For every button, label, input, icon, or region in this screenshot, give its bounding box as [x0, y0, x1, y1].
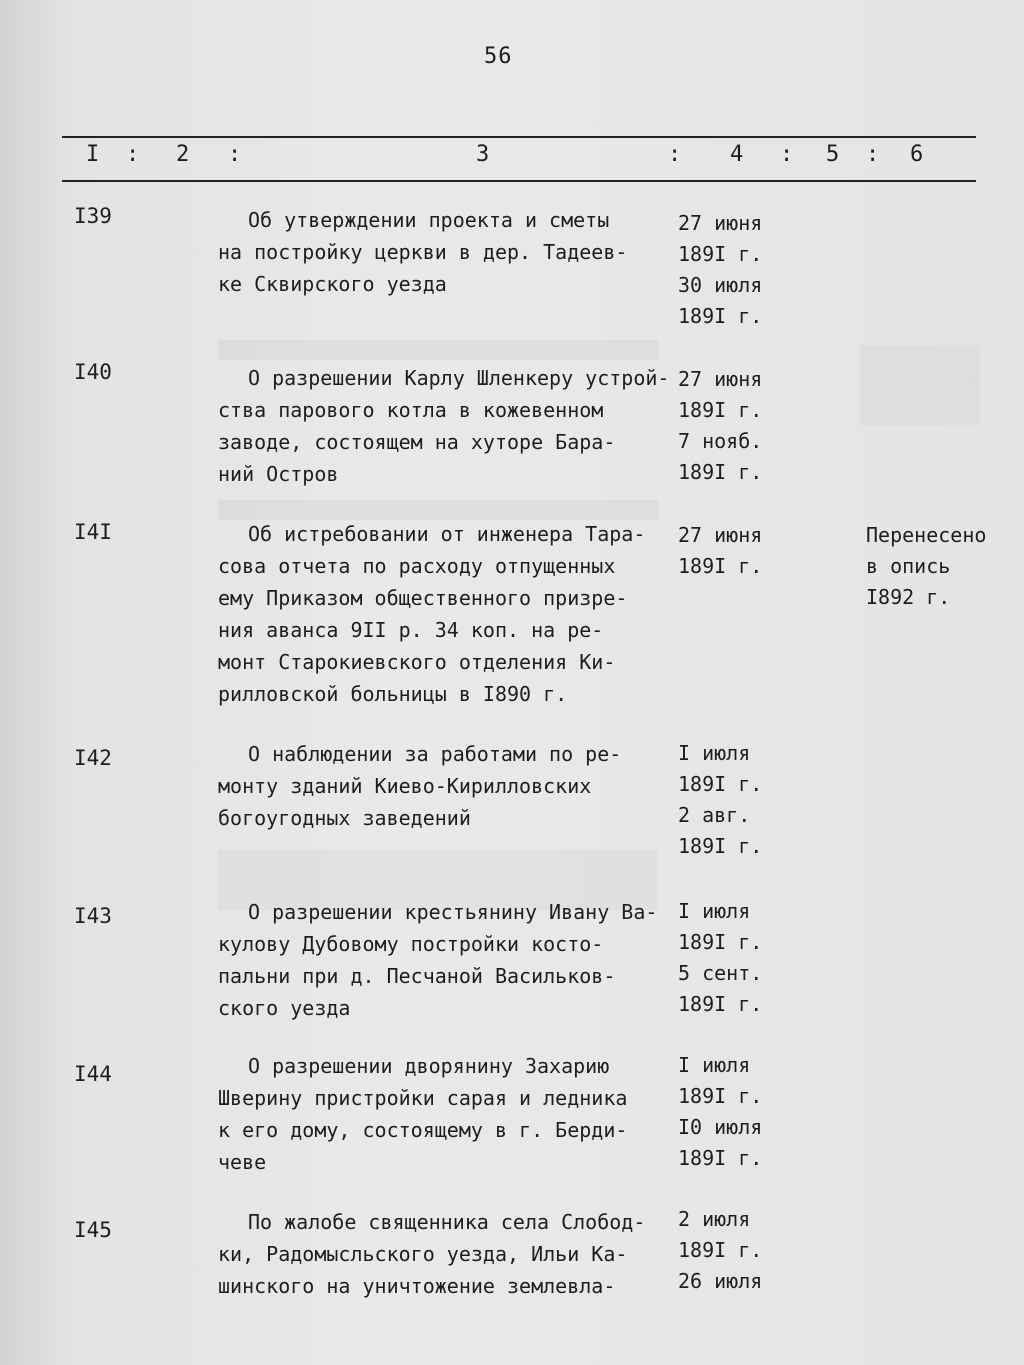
title-line: ки, Радомысльского уезда, Ильи Ка-	[218, 1242, 628, 1266]
record-number: I45	[74, 1218, 112, 1242]
record-dates	[678, 520, 762, 582]
record-title	[218, 1206, 718, 1302]
record-title	[218, 204, 718, 300]
record-dates	[678, 1050, 762, 1174]
title-line: шинского на уничтожение землевла-	[218, 1274, 616, 1298]
title-line: заводе, состоящем на хуторе Бара-	[218, 430, 616, 454]
table-header-bottom-rule	[62, 180, 976, 182]
record-title	[218, 738, 718, 834]
record-dates	[678, 208, 762, 332]
record-dates	[678, 364, 762, 488]
title-line: О разрешении крестьянину Ивану Ва-	[248, 900, 658, 924]
title-line: ке Сквирского уезда	[218, 272, 447, 296]
date-line: 189I г.	[678, 554, 763, 578]
record-dates	[678, 1204, 762, 1297]
bleed-through-mark	[860, 345, 980, 425]
title-line: на постройку церкви в дер. Тадеев-	[218, 240, 628, 264]
date-line: 189I г.	[678, 1084, 763, 1108]
title-line: Об истребовании от инженера Тара-	[248, 522, 646, 546]
header-sep-5: :	[866, 142, 880, 167]
title-line: ему Приказом общественного призре-	[218, 586, 628, 610]
title-line: богоугодных заведений	[218, 806, 471, 830]
title-line: ний Остров	[218, 462, 339, 486]
record-title	[218, 518, 718, 710]
title-line: монту зданий Киево-Кирилловских	[218, 774, 592, 798]
note-line: в опись	[866, 554, 951, 578]
date-line: 27 июня	[678, 367, 763, 391]
header-col-4: 4	[730, 142, 744, 167]
title-line: Шверину пристройки сарая и ледника	[218, 1086, 628, 1110]
date-line: 189I г.	[678, 992, 763, 1016]
date-line: I июля	[678, 741, 751, 765]
date-line: 26 июля	[678, 1269, 763, 1293]
title-line: рилловской больницы в I890 г.	[218, 682, 568, 706]
date-line: 2 авг.	[678, 803, 751, 827]
record-dates	[678, 896, 762, 1020]
header-sep-2: :	[228, 142, 242, 167]
date-line: 189I г.	[678, 398, 763, 422]
date-line: I июля	[678, 1053, 751, 1077]
title-line: Об утверждении проекта и сметы	[248, 208, 610, 232]
title-line: О разрешении Карлу Шленкеру устрой-	[248, 366, 670, 390]
title-line: монт Старокиевского отделения Ки-	[218, 650, 616, 674]
header-col-5: 5	[826, 142, 840, 167]
date-line: 189I г.	[678, 1238, 763, 1262]
record-number: I40	[74, 360, 112, 384]
date-line: 27 июня	[678, 211, 763, 235]
title-line: По жалобе священника села Слобод-	[248, 1210, 646, 1234]
header-sep-1: :	[126, 142, 140, 167]
header-col-6: 6	[910, 142, 924, 167]
date-line: 189I г.	[678, 242, 763, 266]
record-number: I44	[74, 1062, 112, 1086]
date-line: 189I г.	[678, 930, 763, 954]
date-line: 189I г.	[678, 460, 763, 484]
date-line: 7 нояб.	[678, 429, 763, 453]
title-line: О наблюдении за работами по ре-	[248, 742, 622, 766]
date-line: 27 июня	[678, 523, 763, 547]
header-sep-4: :	[780, 142, 794, 167]
title-line: к его дому, состоящему в г. Берди-	[218, 1118, 628, 1142]
title-line: ства парового котла в кожевенном	[218, 398, 604, 422]
header-sep-3: :	[668, 142, 682, 167]
date-line: 189I г.	[678, 772, 763, 796]
record-title	[218, 362, 718, 490]
title-line: чеве	[218, 1150, 267, 1174]
title-line: ского уезда	[218, 996, 351, 1020]
record-dates	[678, 738, 762, 862]
note-line: I892 г.	[866, 585, 951, 609]
title-line: сова отчета по расходу отпущенных	[218, 554, 616, 578]
table-top-rule	[62, 136, 976, 138]
title-line: ния аванса 9II р. 34 коп. на ре-	[218, 618, 604, 642]
date-line: 189I г.	[678, 834, 763, 858]
bleed-through-mark	[218, 500, 658, 520]
date-line: 5 сент.	[678, 961, 763, 985]
date-line: I июля	[678, 899, 751, 923]
title-line: кулову Дубовому постройки косто-	[218, 932, 604, 956]
record-number: I43	[74, 904, 112, 928]
header-col-1: I	[86, 142, 100, 167]
note-line: Перенесено	[866, 523, 987, 547]
record-title	[218, 1050, 718, 1178]
date-line: 30 июля	[678, 273, 763, 297]
header-col-2: 2	[176, 142, 190, 167]
page-number: 56	[484, 44, 513, 69]
date-line: 2 июля	[678, 1207, 751, 1231]
record-number: I42	[74, 746, 112, 770]
record-title	[218, 896, 718, 1024]
record-note	[866, 520, 986, 613]
date-line: 189I г.	[678, 304, 763, 328]
bleed-through-mark	[218, 340, 658, 360]
record-number: I39	[74, 204, 112, 228]
title-line: пальни при д. Песчаной Васильков-	[218, 964, 616, 988]
date-line: 189I г.	[678, 1146, 763, 1170]
date-line: I0 июля	[678, 1115, 763, 1139]
header-col-3: 3	[476, 142, 490, 167]
title-line: О разрешении дворянину Захарию	[248, 1054, 610, 1078]
record-number: I4I	[74, 520, 112, 544]
